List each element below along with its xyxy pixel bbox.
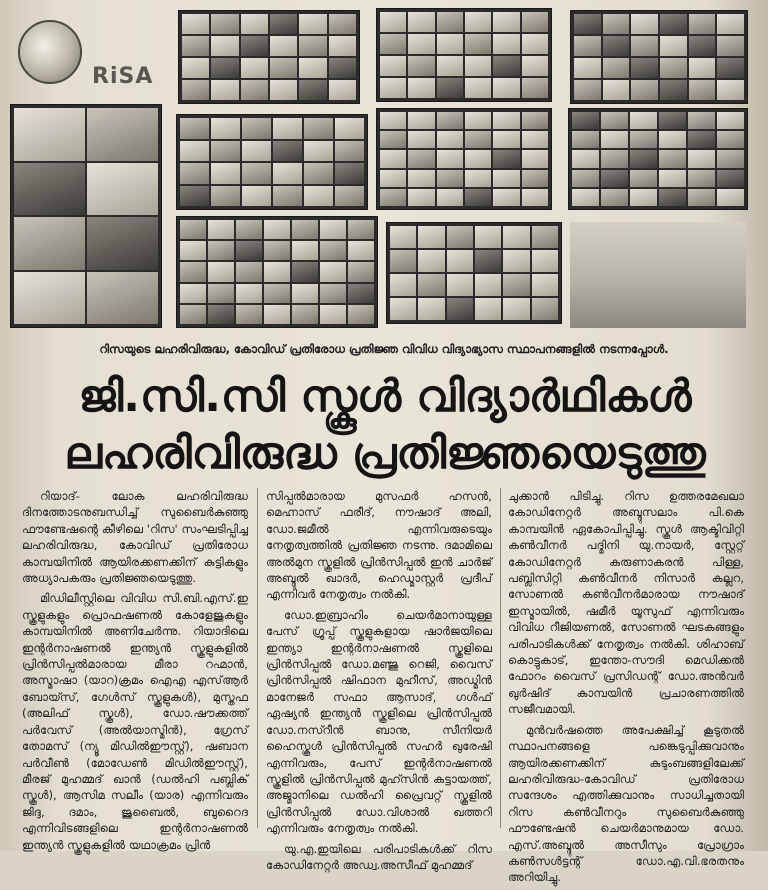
headline-line-1: ജി.സി.സി സ്കൂൾ വിദ്യാർഥികൾ — [78, 371, 692, 422]
paragraph: യു.എ.ഇയിലെ പരിപാടികൾക്ക് റിസ കോഡിനേറ്റർ അഡ്വ.അസീഫ് മുഹമ്മദ് — [266, 841, 492, 872]
article-column-3 — [508, 488, 744, 890]
article-column-1 — [22, 488, 248, 857]
logo-text: RiSA — [92, 64, 154, 89]
photo-video-call-8 — [176, 216, 378, 328]
risa-logo — [10, 6, 160, 96]
photo-video-call-6 — [376, 108, 552, 210]
paragraph: സിപ്പൽമാരായ മുസഫർ ഹസൻ, മെഹ്നാസ് ഫരീദ്, നൗഷാദ് അലി, ഡോ.ജമീൽ എന്നിവരുടെയും നേതൃത്വത്തിൽ പ്രതിജ്ഞ നടന്നു. ദമാമിലെ അൽമുന സ്കൂളിൽ പ്രിൻസിപ്പൽ ഇൻ ചാർജ് അബ്ദുൽ ഖാദർ, ഹെഡ്മാസ്റ്റർ പ്രദീപ് എന്നിവർ നേതൃത്വം നൽകി. — [266, 489, 492, 602]
column-divider — [500, 488, 501, 828]
paragraph: മുൻവർഷത്തെ അപേക്ഷിച്ച് കൂടുതൽ സ്ഥാപനങ്ങളെ പങ്കെടുപ്പിക്കുവാനും ആയിരക്കണക്കിന് കുടുംബങ്ങളിലേക്ക് ലഹരിവിരുദ്ധ-കോവിഡ് പ്രതിരോധ സന്ദേശം എത്തിക്കുവാനും സാധിച്ചതായി റിസ കൺവീനറും സുബൈർകുഞ്ഞു ഫൗണ്ടേഷൻ ചെയർമാനുമായ ഡോ. എസ്.അബ്ദുൽ അസീസും പ്രോഗ്രാം കൺസൾട്ടന്റ് ഡോ.എ.വി.ഭരതനും അറിയിച്ചു. — [508, 722, 744, 885]
paragraph: ചുക്കാൻ പിടിച്ചു. റിസ ഉത്തരമേഖലാ കോഡിനേറ്റർ അബ്ദുസലാം പി.കെ കാമ്പയിൻ ഏകോപിപ്പിച്ചു. സ്കൂൾ ആക്ടിവിറ്റി കൺവീനർ പദ്മിനി യു.നായർ, സ്റ്റേറ്റ് കോഡിനേറ്റർ കരുണാകരൻ പിള്ള, പബ്ലിസിറ്റി കൺവീനർ നിസാർ കല്ലറ, സോണൽ കൺവീനർമാരായ നൗഷാദ് ഇസ്മായിൽ, ഷമീർ യൂസുഫ് എന്നിവരും വിവിധ റീജിയണൽ, സോണൽ ഘടകങ്ങളും പരിപാടികൾക്ക് നേതൃത്വം നൽകി. ശിഹാബ് കൊട്ടുകാട്, ഇന്തോ-സൗദി മെഡിക്കൽ ഫോറം വൈസ് പ്രസിഡന്റ് ഡോ.അൻവർ ഖുർഷിദ് കാമ്പയിൻ പ്രചാരണത്തിൽ സജീവമായി. — [508, 489, 744, 717]
photo-video-call-5 — [176, 114, 368, 210]
photo-video-call-4 — [570, 10, 748, 104]
headline-line-2: ലഹരിവിരുദ്ധ പ്രതിജ്ഞയെടുത്തു — [64, 428, 706, 479]
photo-video-call-1 — [10, 104, 162, 328]
photo-video-call-7 — [568, 108, 748, 210]
paragraph: റിയാദ്- ലോക ലഹരിവിരുദ്ധ ദിനത്തോടനുബന്ധിച്ച് സുബൈർകുഞ്ഞു ഫൗണ്ടേഷന്റെ കീഴിലെ 'റിസ' സംഘടിപ്പിച്ച ലഹരിവിരുദ്ധ, കോവിഡ് പ്രതിരോധ കാമ്പയിനിൽ ആയിരക്കണക്കിന് കുട്ടികളും അധ്യാപകരും പ്രതിജ്ഞയെടുത്തു. — [22, 489, 248, 586]
article-column-2 — [266, 488, 492, 877]
photo-video-call-3 — [376, 8, 552, 102]
photo-video-call-9 — [386, 222, 562, 324]
photo-classroom — [570, 222, 746, 328]
photo-video-call-2 — [178, 10, 360, 104]
photo-caption: റിസയുടെ ലഹരിവിരുദ്ധ, കോവിഡ് പ്രതിരോധ പ്രതിജ്ഞ വിവിധ വിദ്യാഭ്യാസ സ്ഥാപനങ്ങളിൽ നടന്നപ്പോൾ. — [99, 342, 669, 356]
globe-emblem-icon — [18, 20, 82, 84]
paragraph: ഡോ.ഇബ്രാഹിം ചെയർമാനായുള്ള പേസ് ഗ്രൂപ്പ് സ്കൂളുകളായ ഷാർജയിലെ ഇന്ത്യാ ഇന്റർനാഷണൽ സ്കൂളിലെ പ്രിൻസിപ്പൽ ഡോ.മഞ്ജു റെജി, വൈസ് പ്രിൻസിപ്പൽ ഷിഫാന മുഹീസ്, അഡ്മിൻ മാനേജർ സഫാ ആസാദ്, ഗൾഫ് ഏഷ്യൻ ഇന്ത്യൻ സ്കൂളിലെ പ്രിൻസിപ്പൽ ഡോ.നസ്റീൻ ബാനു, സീനിയർ ഹൈസ്കൂൾ പ്രിൻസിപ്പൽ സഹർ ഖുരേഷി എന്നിവരും, പേസ് ഇന്റർനാഷണൽ സ്കൂളിൽ പ്രിൻസിപ്പൽ മുഹ്സിൻ കട്ടായത്ത്, അജ്മാനിലെ ഡൽഹി പ്രൈവറ്റ് സ്കൂളിൽ പ്രിൻസിപ്പൽ ഡോ.വിശാൽ ഖത്തറി എന്നിവരും നേതൃത്വം നൽകി. — [266, 607, 492, 836]
paragraph: മിഡിലീസ്റ്റിലെ വിവിധ സി.ബി.എസ്.ഇ സ്കൂളുകളും പ്രൊഫഷണൽ കോളേജുകളും കാമ്പയിനിൽ അണിചേർന്നു. റിയാദിലെ ഇന്റർനാഷണൽ ഇന്ത്യൻ സ്കൂളുകളിൽ പ്രിൻസിപ്പൽമാരായ മീരാ റഹ്മാൻ, അസ്മാഷാ (യാറ)ക്രമം ഐഎ എസ്ആർ ബോയ്സ്, ഗേൾസ് സ്കൂളുകൾ), മുസ്തഫ (അലിഫ് സ്കൂൾ), ഡോ.ഷൗക്കത്ത് പർവേസ് (അൽയാസ്മിൻ), ഗ്രേസ് തോമസ് (ന്യൂ മിഡിൽഈസ്റ്റ്), ഷബാന പർവീൺ (മോഡേൺ മിഡിൽഈസ്റ്റ്), മീരജ് മുഹമ്മദ് ഖാൻ (ഡൽഹി പബ്ലിക് സ്കൂൾ), ആസിമ സലീം (യാര) എന്നിവരും ജിദ്ദ, ദമാം, ജുബൈൽ, ബുറൈദ എന്നിവിടങ്ങളിലെ ഇന്റർനാഷണൽ ഇന്ത്യൻ സ്കൂളുകളിൽ യഥാക്രമം പ്രിൻ — [22, 591, 248, 852]
column-divider — [257, 488, 258, 828]
